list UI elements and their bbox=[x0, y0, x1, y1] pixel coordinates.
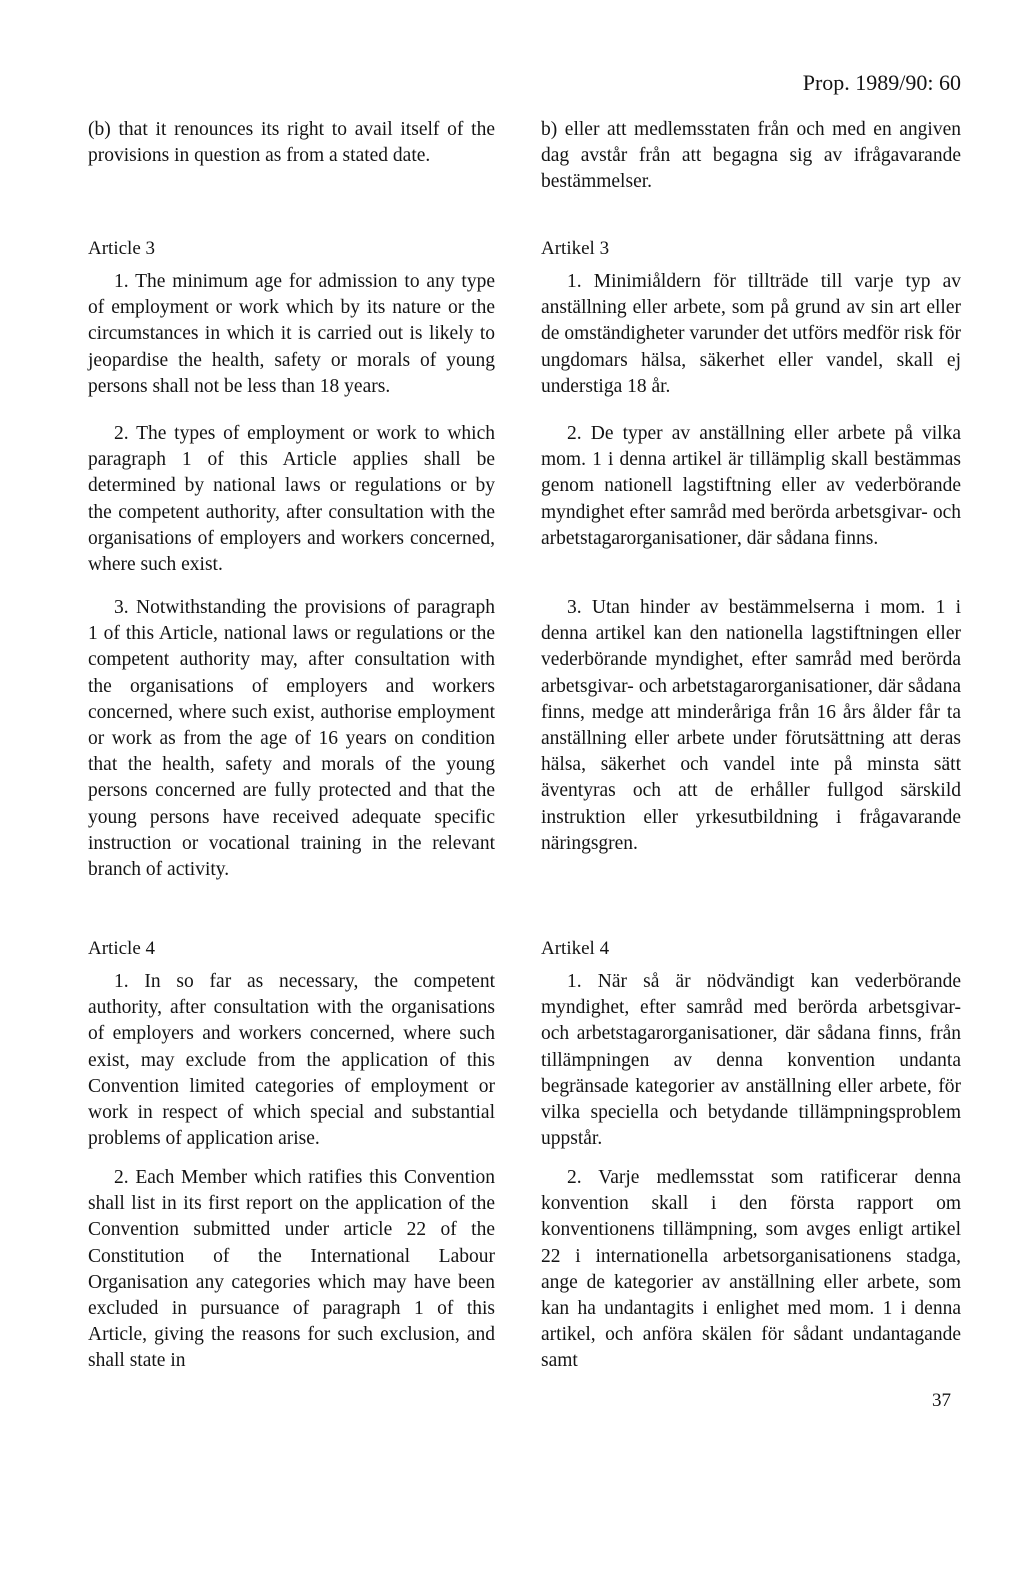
en-b-text: (b) that it renounces its right to avail itself of the provisions in question as from a stated date. bbox=[88, 119, 495, 167]
article3-en-p2 bbox=[88, 421, 495, 578]
en-paragraph-b bbox=[88, 117, 495, 169]
article3-en-p3 bbox=[88, 595, 495, 883]
article4-en-p1 bbox=[88, 969, 495, 1152]
article3-en-p2-text: 2. The types of employment or work to which paragraph 1 of this Article applies shall be determined by national laws or regulations or by the competent authority, after consultation with the organisations of employers and workers concerned, where such exist. bbox=[88, 423, 495, 576]
sv-paragraph-b bbox=[541, 117, 961, 196]
article3-heading-sv: Artikel 3 bbox=[541, 238, 610, 259]
sv-b-text: b) eller att medlemsstaten från och med en angiven dag avstår från att begagna sig av ifrågavarande bestämmelser. bbox=[541, 119, 961, 193]
page-number: 37 bbox=[932, 1390, 951, 1411]
article4-en-p2 bbox=[88, 1165, 495, 1375]
article3-sv-p1-text: 1. Minimiåldern för tillträde till varje typ av anställning eller arbete, som på grund av sin art eller de omständigheter varunder det utförs medför risk för ungdomars hälsa, säkerhet eller vandel, skall ej understiga 18 år. bbox=[541, 271, 961, 397]
article4-en-p2-text: 2. Each Member which ratifies this Convention shall list in its first report on the application of the Convention submitted under article 22 of the Constitution of the International Labour Organisation any categories which may have been excluded in pursuance of paragraph 1 of this Article, giving the reasons for such exclusion, and shall state in bbox=[88, 1167, 495, 1372]
article3-en-p3-text: 3. Notwithstanding the provisions of paragraph 1 of this Article, national laws or regulations or the competent authority may, after consultation with the organisations of employers and workers concerned, where such exist, authorise employment or work as from the age of 16 years on condition that the health, safety and morals of the young persons concerned are fully protected and that the young persons have received adequate specific instruction or vocational training in the relevant branch of activity. bbox=[88, 597, 495, 881]
article4-sv-p1-text: 1. När så är nödvändigt kan vederbörande myndighet, efter samråd med berörda arbetsgivar- och arbetstagarorganisationer, där sådana finns, från tillämpningen av denna konvention undanta begränsade kategorier av anställning eller arbete, för vilka speciella och betydande tillämpningsproblem uppstår. bbox=[541, 971, 961, 1150]
article3-sv-p1 bbox=[541, 269, 961, 400]
article4-sv-p1 bbox=[541, 969, 961, 1152]
article3-heading-en: Article 3 bbox=[88, 238, 156, 259]
article4-sv-p2-text: 2. Varje medlemsstat som ratificerar denna konvention skall i den första rapport om konventionens tillämpning, som avges enligt artikel 22 i internationella arbetsorganisationens stadga, ange de kategorier av anställning eller arbete, som kan ha undantagits i enlighet med mom. 1 i denna artikel, och anföra skälen för sådant undantagande samt bbox=[541, 1167, 961, 1372]
article4-heading-sv: Artikel 4 bbox=[541, 938, 610, 959]
article3-sv-p2 bbox=[541, 421, 961, 552]
article3-sv-p2-text: 2. De typer av anställning eller arbete på vilka mom. 1 i denna artikel är tillämplig skall bestämmas genom nationell lagstiftning eller av vederbörande myndighet efter samråd med berörda arbetsgivar- och arbetstagarorganisationer, där sådana finns. bbox=[541, 423, 961, 549]
article4-sv-p2 bbox=[541, 1165, 961, 1375]
article3-en-p1 bbox=[88, 269, 495, 400]
article3-sv-p3 bbox=[541, 595, 961, 857]
document-reference: Prop. 1989/90: 60 bbox=[802, 70, 961, 95]
article3-sv-p3-text: 3. Utan hinder av bestämmelserna i mom. 1 i denna artikel kan den nationella lagstiftningen eller vederbörande myndighet, efter samråd med berörda arbetsgivar- och arbetstagarorganisationer, där sådana finns, medge att minderåriga från 16 års ålder får ta anställning eller arbete under förutsättning att deras hälsa, säkerhet och vandel inte på minsta sätt äventyras och att de erhåller fullgod särskild instruktion eller yrkesutbildning i frågavarande näringsgren. bbox=[541, 597, 961, 854]
article4-en-p1-text: 1. In so far as necessary, the competent authority, after consultation with the organisations of employers and workers concerned, where such exist, may exclude from the application of this Convention limited categories of employment or work in respect of which special and substantial problems of application arise. bbox=[88, 971, 495, 1150]
article3-en-p1-text: 1. The minimum age for admission to any type of employment or work which by its nature or the circumstances in which it is carried out is likely to jeopardise the health, safety or morals of young persons shall not be less than 18 years. bbox=[88, 271, 495, 397]
article4-heading-en: Article 4 bbox=[88, 938, 156, 959]
